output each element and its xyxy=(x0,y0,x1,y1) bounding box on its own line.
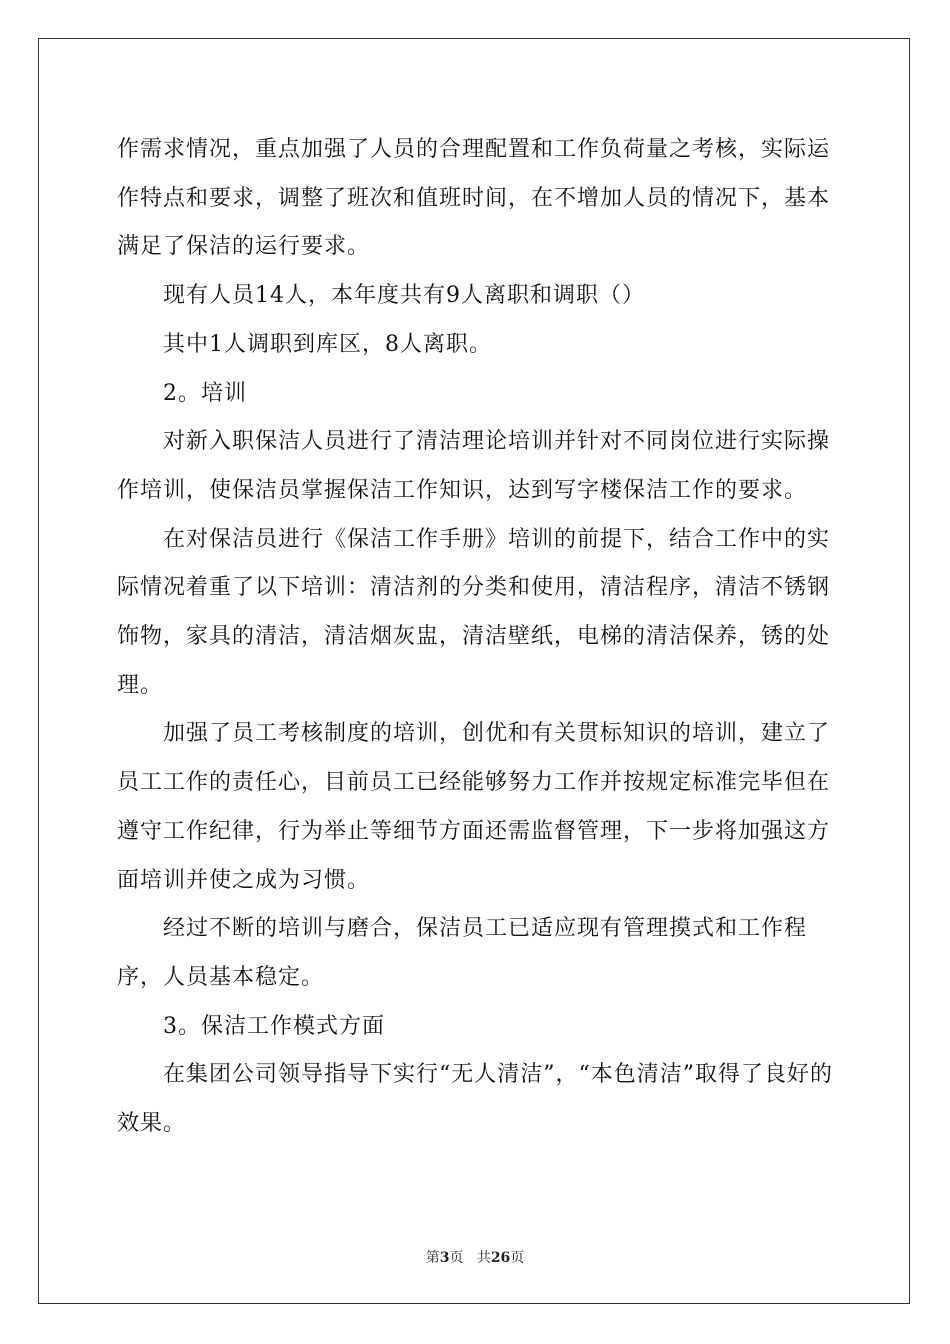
page-suffix: 页 xyxy=(449,1250,464,1266)
section-heading: 3。保洁工作模式方面 xyxy=(117,1013,385,1039)
total-suffix: 页 xyxy=(510,1250,525,1266)
paragraph: 其中1人调职到库区，8人离职。 xyxy=(117,331,492,357)
section-heading: 2。培训 xyxy=(117,380,247,406)
total-pages: 26 xyxy=(490,1250,511,1266)
paragraph: 作需求情况，重点加强了人员的合理配置和工作负荷量之考核，实际运作特点和要求，调整了班次和值班时间，在不增加人员的情况下，基本满足了保洁的运行要求。 xyxy=(117,137,831,260)
paragraph: 经过不断的培训与磨合，保洁员工已适应现有管理摸式和工作程序，人员基本稳定。 xyxy=(117,916,808,990)
paragraph: 加强了员工考核制度的培训，创优和有关贯标知识的培训，建立了员工工作的责任心，目前员工已经能够努力工作并按规定标准完毕但在遵守工作纪律，行为举止等细节方面还需监督管理，下一步将加强这方面培训并使之成为习惯。 xyxy=(117,721,831,893)
paragraph: 在集团公司领导指导下实行“无人清洁”，“本色清洁”取得了良好的效果。 xyxy=(117,1062,833,1137)
paragraph: 现有人员14人，本年度共有9人离职和调职（） xyxy=(117,283,645,309)
total-prefix: 共 xyxy=(476,1250,491,1266)
paragraph: 在对保洁员进行《保洁工作手册》培训的前提下，结合工作中的实际情况着重了以下培训：清洁剂的分类和使用，清洁程序，清洁不锈钢饰物，家具的清洁，清洁烟灰盅，清洁壁纸，电梯的清洁保养，锈的处理。 xyxy=(117,526,831,698)
page-prefix: 第 xyxy=(425,1250,440,1266)
page-number: 3 xyxy=(439,1250,450,1266)
page-footer xyxy=(0,1249,950,1267)
document-body xyxy=(117,126,837,1149)
paragraph: 对新入职保洁人员进行了清洁理论培训并针对不同岗位进行实际操作培训，使保洁员掌握保洁工作知识，达到写字楼保洁工作的要求。 xyxy=(117,429,831,503)
